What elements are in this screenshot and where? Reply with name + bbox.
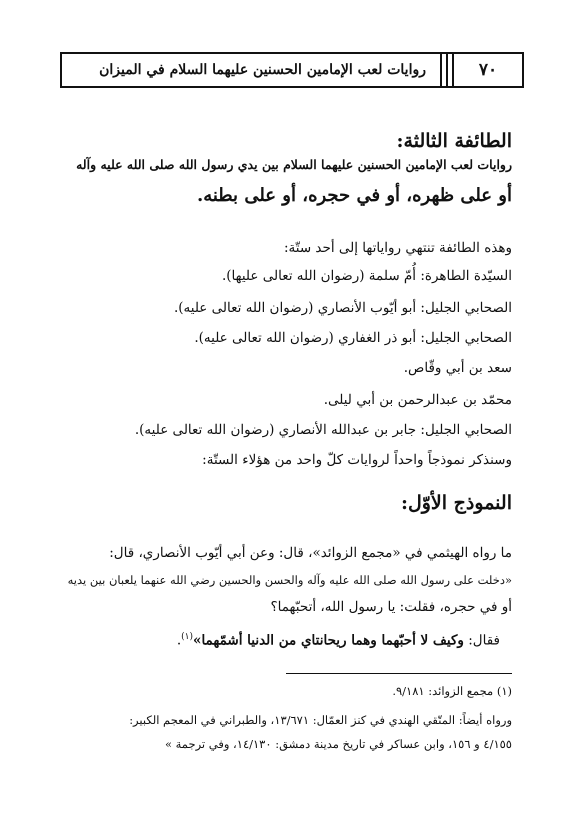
hadith-text-line: ما رواه الهيثمي في «مجمع الزوائد»، قال: وعن أبي أيّوب الأنصاري، قال: <box>109 545 512 561</box>
narrator-item: سعد بن أبي وقّاص. <box>403 360 512 376</box>
narrator-item: السيّدة الطاهرة: أُمّ سلمة (رضوان الله تعالى عليها). <box>221 268 512 284</box>
hadith-text-line: «دخلت على رسول الله صلى الله عليه وآله والحسن والحسين رضي الله عنهما يلعبان بين يديه <box>67 573 512 587</box>
hadith-bold-quote: وكيف لا أحبّهما وهما ريحانتاي من الدنيا أشمّهما» <box>193 632 464 649</box>
section-heading-line-2: أو على ظهره، أو في حجره، أو على بطنه. <box>196 185 512 206</box>
section-label: الطائفة الثالثة: <box>396 130 512 152</box>
section-heading-line-1: روايات لعب الإمامين الحسنين عليهما السلام بين يدي رسول الله صلى الله عليه وآله <box>76 157 512 172</box>
footnote-separator <box>286 673 512 674</box>
footnote: (١) مجمع الزوائد: ٩/١٨١. <box>392 684 512 698</box>
narrator-item: الصحابي الجليل: أبو ذر الغفاري (رضوان الله تعالى عليه). <box>194 330 512 346</box>
page-number: ٧٠ <box>478 60 498 80</box>
body-paragraph: وهذه الطائفة تنتهي رواياتها إلى أحد ستّة: <box>283 240 512 256</box>
header-divider <box>452 54 454 86</box>
body-paragraph: وسنذكر نموذجاً واحداً لروايات كلّ واحد من هؤلاء الستّة: <box>202 452 512 468</box>
narrator-item: الصحابي الجليل: أبو أيّوب الأنصاري (رضوان الله تعالى عليه). <box>173 300 512 316</box>
running-header <box>60 52 524 88</box>
hadith-prefix: فقال: <box>468 632 500 649</box>
hadith-text-line: أو في حجره، فقلت: يا رسول الله، أتحبّهما؟ <box>270 599 512 615</box>
footnote: ورواه أيضاً: المتّقي الهندي في كنز العمّال: ١٣/٦٧١، والطبراني في المعجم الكبير: <box>129 713 512 727</box>
hadith-closing-line <box>177 632 500 649</box>
header-divider <box>440 54 442 86</box>
narrator-item: محمّد بن عبدالرحمن بن أبي ليلى. <box>323 392 512 408</box>
narrator-item: الصحابي الجليل: جابر بن عبدالله الأنصاري (رضوان الله تعالى عليه). <box>134 422 512 438</box>
footnote: ٤/١٥٥ و ١٥٦، وابن عساكر في تاريخ مدينة دمشق: ١٤/١٣٠، وفي ترجمة » <box>164 737 512 751</box>
hadith-end-period: . <box>176 632 182 649</box>
subsection-heading: النموذج الأوّل: <box>400 492 512 514</box>
header-divider <box>446 54 448 86</box>
running-title: روايات لعب الإمامين الحسنين عليهما السلام في الميزان <box>99 62 426 78</box>
footnote-marker[interactable]: (١) <box>181 632 193 642</box>
